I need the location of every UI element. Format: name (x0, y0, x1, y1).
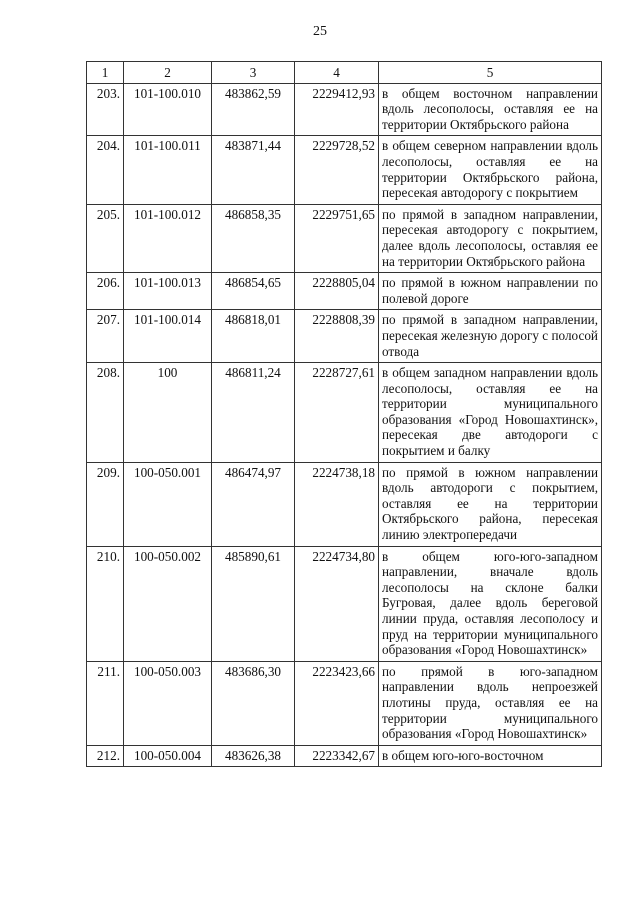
table-body (87, 83, 602, 767)
point-id-cell: 100-050.001 (124, 462, 212, 546)
coordinate-y-cell: 2224734,80 (295, 546, 379, 661)
coordinate-y-cell: 2229728,52 (295, 136, 379, 204)
point-id-cell: 100-050.002 (124, 546, 212, 661)
coordinate-x-cell: 483862,59 (212, 83, 295, 136)
coordinate-y-cell: 2229412,93 (295, 83, 379, 136)
coordinate-x-cell: 485890,61 (212, 546, 295, 661)
row-number-cell: 209. (87, 462, 124, 546)
point-id-cell: 101-100.013 (124, 273, 212, 310)
coordinate-y-cell: 2224738,18 (295, 462, 379, 546)
table-row (87, 462, 602, 546)
page-number: 25 (313, 24, 327, 39)
row-number-cell: 203. (87, 83, 124, 136)
point-id-cell: 101-100.014 (124, 310, 212, 363)
row-number-cell: 211. (87, 661, 124, 745)
point-id-cell: 100-050.003 (124, 661, 212, 745)
coordinate-x-cell: 483871,44 (212, 136, 295, 204)
coordinate-x-cell: 486811,24 (212, 363, 295, 463)
row-number-cell: 205. (87, 204, 124, 272)
point-id-cell: 101-100.011 (124, 136, 212, 204)
boundary-description-cell: по прямой в западном направлении, пересекая автодорогу с покрытием, далее вдоль лесополосы, оставляя ее на территории Октябрьского района (379, 204, 602, 272)
table-row (87, 204, 602, 272)
column-header: 5 (379, 62, 602, 84)
table-row (87, 273, 602, 310)
boundary-description-cell: по прямой в южном направлении вдоль автодороги с покрытием, оставляя ее на территории Октябрьского района, пересекая линию электропередачи (379, 462, 602, 546)
column-header: 2 (124, 62, 212, 84)
coordinate-y-cell: 2223342,67 (295, 745, 379, 767)
boundary-description-cell: в общем юго-юго-восточном (379, 745, 602, 767)
table-row (87, 745, 602, 767)
row-number-cell: 212. (87, 745, 124, 767)
table-row (87, 546, 602, 661)
boundary-description-cell: в общем северном направлении вдоль лесополосы, оставляя ее на территории Октябрьского района, пересекая автодорогу с покрытием (379, 136, 602, 204)
table-row (87, 363, 602, 463)
point-id-cell: 101-100.012 (124, 204, 212, 272)
column-header: 4 (295, 62, 379, 84)
table-row (87, 83, 602, 136)
row-number-cell: 204. (87, 136, 124, 204)
coordinate-x-cell: 486818,01 (212, 310, 295, 363)
coordinate-x-cell: 486854,65 (212, 273, 295, 310)
boundary-description-cell: в общем восточном направлении вдоль лесополосы, оставляя ее на территории Октябрьского района (379, 83, 602, 136)
coordinate-x-cell: 486474,97 (212, 462, 295, 546)
row-number-cell: 210. (87, 546, 124, 661)
coordinate-y-cell: 2228805,04 (295, 273, 379, 310)
table-row (87, 136, 602, 204)
coordinate-y-cell: 2223423,66 (295, 661, 379, 745)
boundary-points-table (86, 61, 602, 767)
coordinate-y-cell: 2228808,39 (295, 310, 379, 363)
coordinate-x-cell: 483626,38 (212, 745, 295, 767)
row-number-cell: 208. (87, 363, 124, 463)
boundary-description-cell: по прямой в юго-западном направлении вдоль непроезжей плотины пруда, оставляя ее на территории муниципального образования «Город Новошахтинск» (379, 661, 602, 745)
boundary-description-cell: в общем западном направлении вдоль лесополосы, оставляя ее на территории муниципального образования «Город Новошахтинск», пересекая две автодороги с покрытием и балку (379, 363, 602, 463)
point-id-cell: 100 (124, 363, 212, 463)
column-header: 1 (87, 62, 124, 84)
column-header: 3 (212, 62, 295, 84)
table-header-row (87, 62, 602, 84)
point-id-cell: 100-050.004 (124, 745, 212, 767)
row-number-cell: 207. (87, 310, 124, 363)
coordinate-y-cell: 2229751,65 (295, 204, 379, 272)
boundary-description-cell: по прямой в западном направлении, пересекая железную дорогу с полосой отвода (379, 310, 602, 363)
point-id-cell: 101-100.010 (124, 83, 212, 136)
coordinate-x-cell: 486858,35 (212, 204, 295, 272)
boundary-description-cell: по прямой в южном направлении по полевой дороге (379, 273, 602, 310)
row-number-cell: 206. (87, 273, 124, 310)
coordinate-y-cell: 2228727,61 (295, 363, 379, 463)
table-row (87, 310, 602, 363)
boundary-description-cell: в общем юго-юго-западном направлении, вначале вдоль лесополосы на склоне балки Бугровая, далее вдоль береговой линии пруда, оставляя лесополосу и пруд на территории муниципального образования «Город Новошахтинск» (379, 546, 602, 661)
table-row (87, 661, 602, 745)
coordinate-x-cell: 483686,30 (212, 661, 295, 745)
